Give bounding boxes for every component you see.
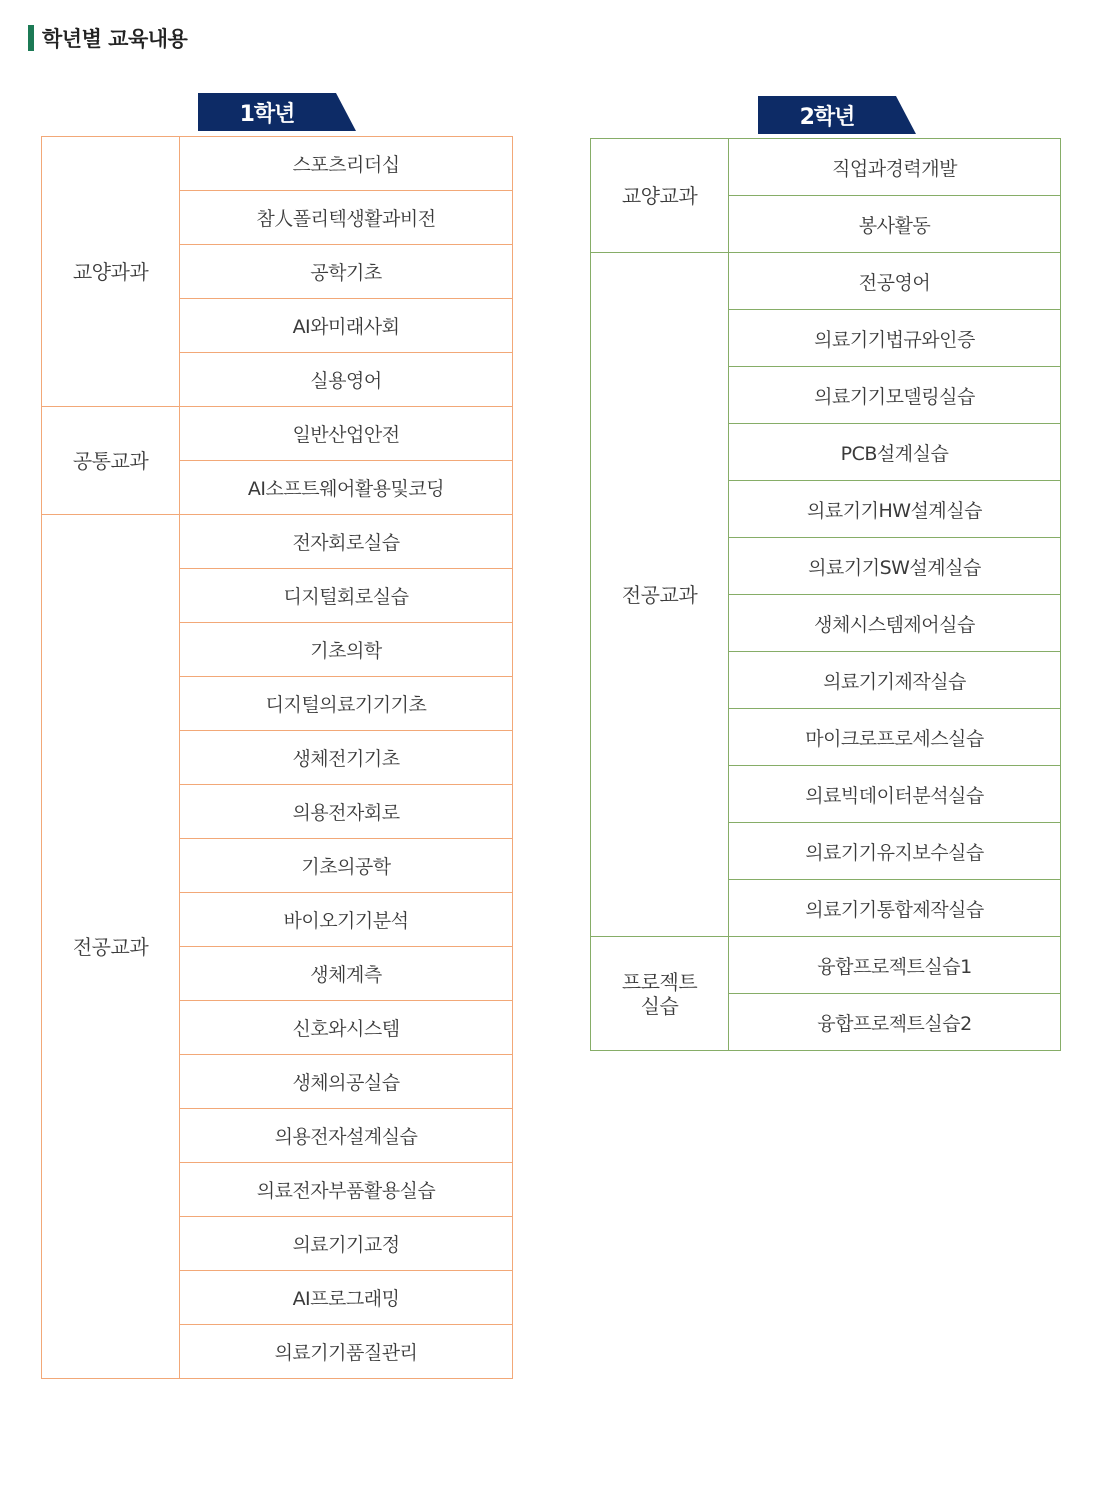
course-cell: 의료기기품질관리 (180, 1325, 513, 1379)
course-cell: 신호와시스템 (180, 1001, 513, 1055)
course-cell: 바이오기기분석 (180, 893, 513, 947)
category-cell: 교양과과 (42, 137, 180, 407)
course-cell: 스포츠리더십 (180, 137, 513, 191)
course-cell: 마이크로프로세스실습 (729, 709, 1061, 766)
course-cell: 의료전자부품활용실습 (180, 1163, 513, 1217)
table-row (591, 139, 1061, 196)
course-cell: PCB설계실습 (729, 424, 1061, 481)
page-heading (28, 24, 187, 52)
course-cell: 전자회로실습 (180, 515, 513, 569)
course-cell: 봉사활동 (729, 196, 1061, 253)
course-cell: 전공영어 (729, 253, 1061, 310)
table-row (42, 407, 513, 461)
course-cell: 참人폴리텍생활과비전 (180, 191, 513, 245)
category-line: 프로젝트 (621, 969, 698, 994)
table-row (591, 937, 1061, 994)
grade1-label: 1학년 (239, 101, 295, 127)
course-cell: 의료기기통합제작실습 (729, 880, 1061, 937)
course-cell: 실용영어 (180, 353, 513, 407)
course-cell: 융합프로젝트실습2 (729, 994, 1061, 1051)
course-cell: 의료기기교정 (180, 1217, 513, 1271)
table-row (591, 253, 1061, 310)
grade2-curriculum-table (590, 138, 1061, 1051)
course-cell: 직업과경력개발 (729, 139, 1061, 196)
course-cell: 공학기초 (180, 245, 513, 299)
category-cell: 전공교과 (42, 515, 180, 1379)
course-cell: AI프로그래밍 (180, 1271, 513, 1325)
category-line: 실습 (640, 993, 679, 1018)
category-cell: 공통교과 (42, 407, 180, 515)
category-cell: 교양교과 (591, 139, 729, 253)
grade2-badge (758, 96, 916, 134)
course-cell: 의료기기HW설계실습 (729, 481, 1061, 538)
category-cell: 전공교과 (591, 253, 729, 937)
course-cell: 의료기기SW설계실습 (729, 538, 1061, 595)
course-cell: 기초의공학 (180, 839, 513, 893)
grade2-label: 2학년 (799, 104, 855, 130)
course-cell: 의용전자회로 (180, 785, 513, 839)
course-cell: 디지털의료기기기초 (180, 677, 513, 731)
grade1-badge (198, 93, 356, 131)
course-cell: 의용전자설계실습 (180, 1109, 513, 1163)
course-cell: 의료기기모델링실습 (729, 367, 1061, 424)
course-cell: 일반산업안전 (180, 407, 513, 461)
category-cell (591, 937, 729, 1051)
course-cell: 의료기기제작실습 (729, 652, 1061, 709)
course-cell: 생체계측 (180, 947, 513, 1001)
course-cell: 생체시스템제어실습 (729, 595, 1061, 652)
heading-accent-bar (28, 25, 34, 51)
course-cell: AI소프트웨어활용및코딩 (180, 461, 513, 515)
table-row (42, 137, 513, 191)
table-row (42, 515, 513, 569)
course-cell: 디지털회로실습 (180, 569, 513, 623)
course-cell: 생체의공실습 (180, 1055, 513, 1109)
page-title: 학년별 교육내용 (42, 27, 188, 51)
course-cell: 융합프로젝트실습1 (729, 937, 1061, 994)
course-cell: 의료빅데이터분석실습 (729, 766, 1061, 823)
course-cell: 생체전기기초 (180, 731, 513, 785)
grade1-curriculum-table (41, 136, 513, 1379)
course-cell: 의료기기법규와인증 (729, 310, 1061, 367)
course-cell: 의료기기유지보수실습 (729, 823, 1061, 880)
course-cell: 기초의학 (180, 623, 513, 677)
course-cell: AI와미래사회 (180, 299, 513, 353)
